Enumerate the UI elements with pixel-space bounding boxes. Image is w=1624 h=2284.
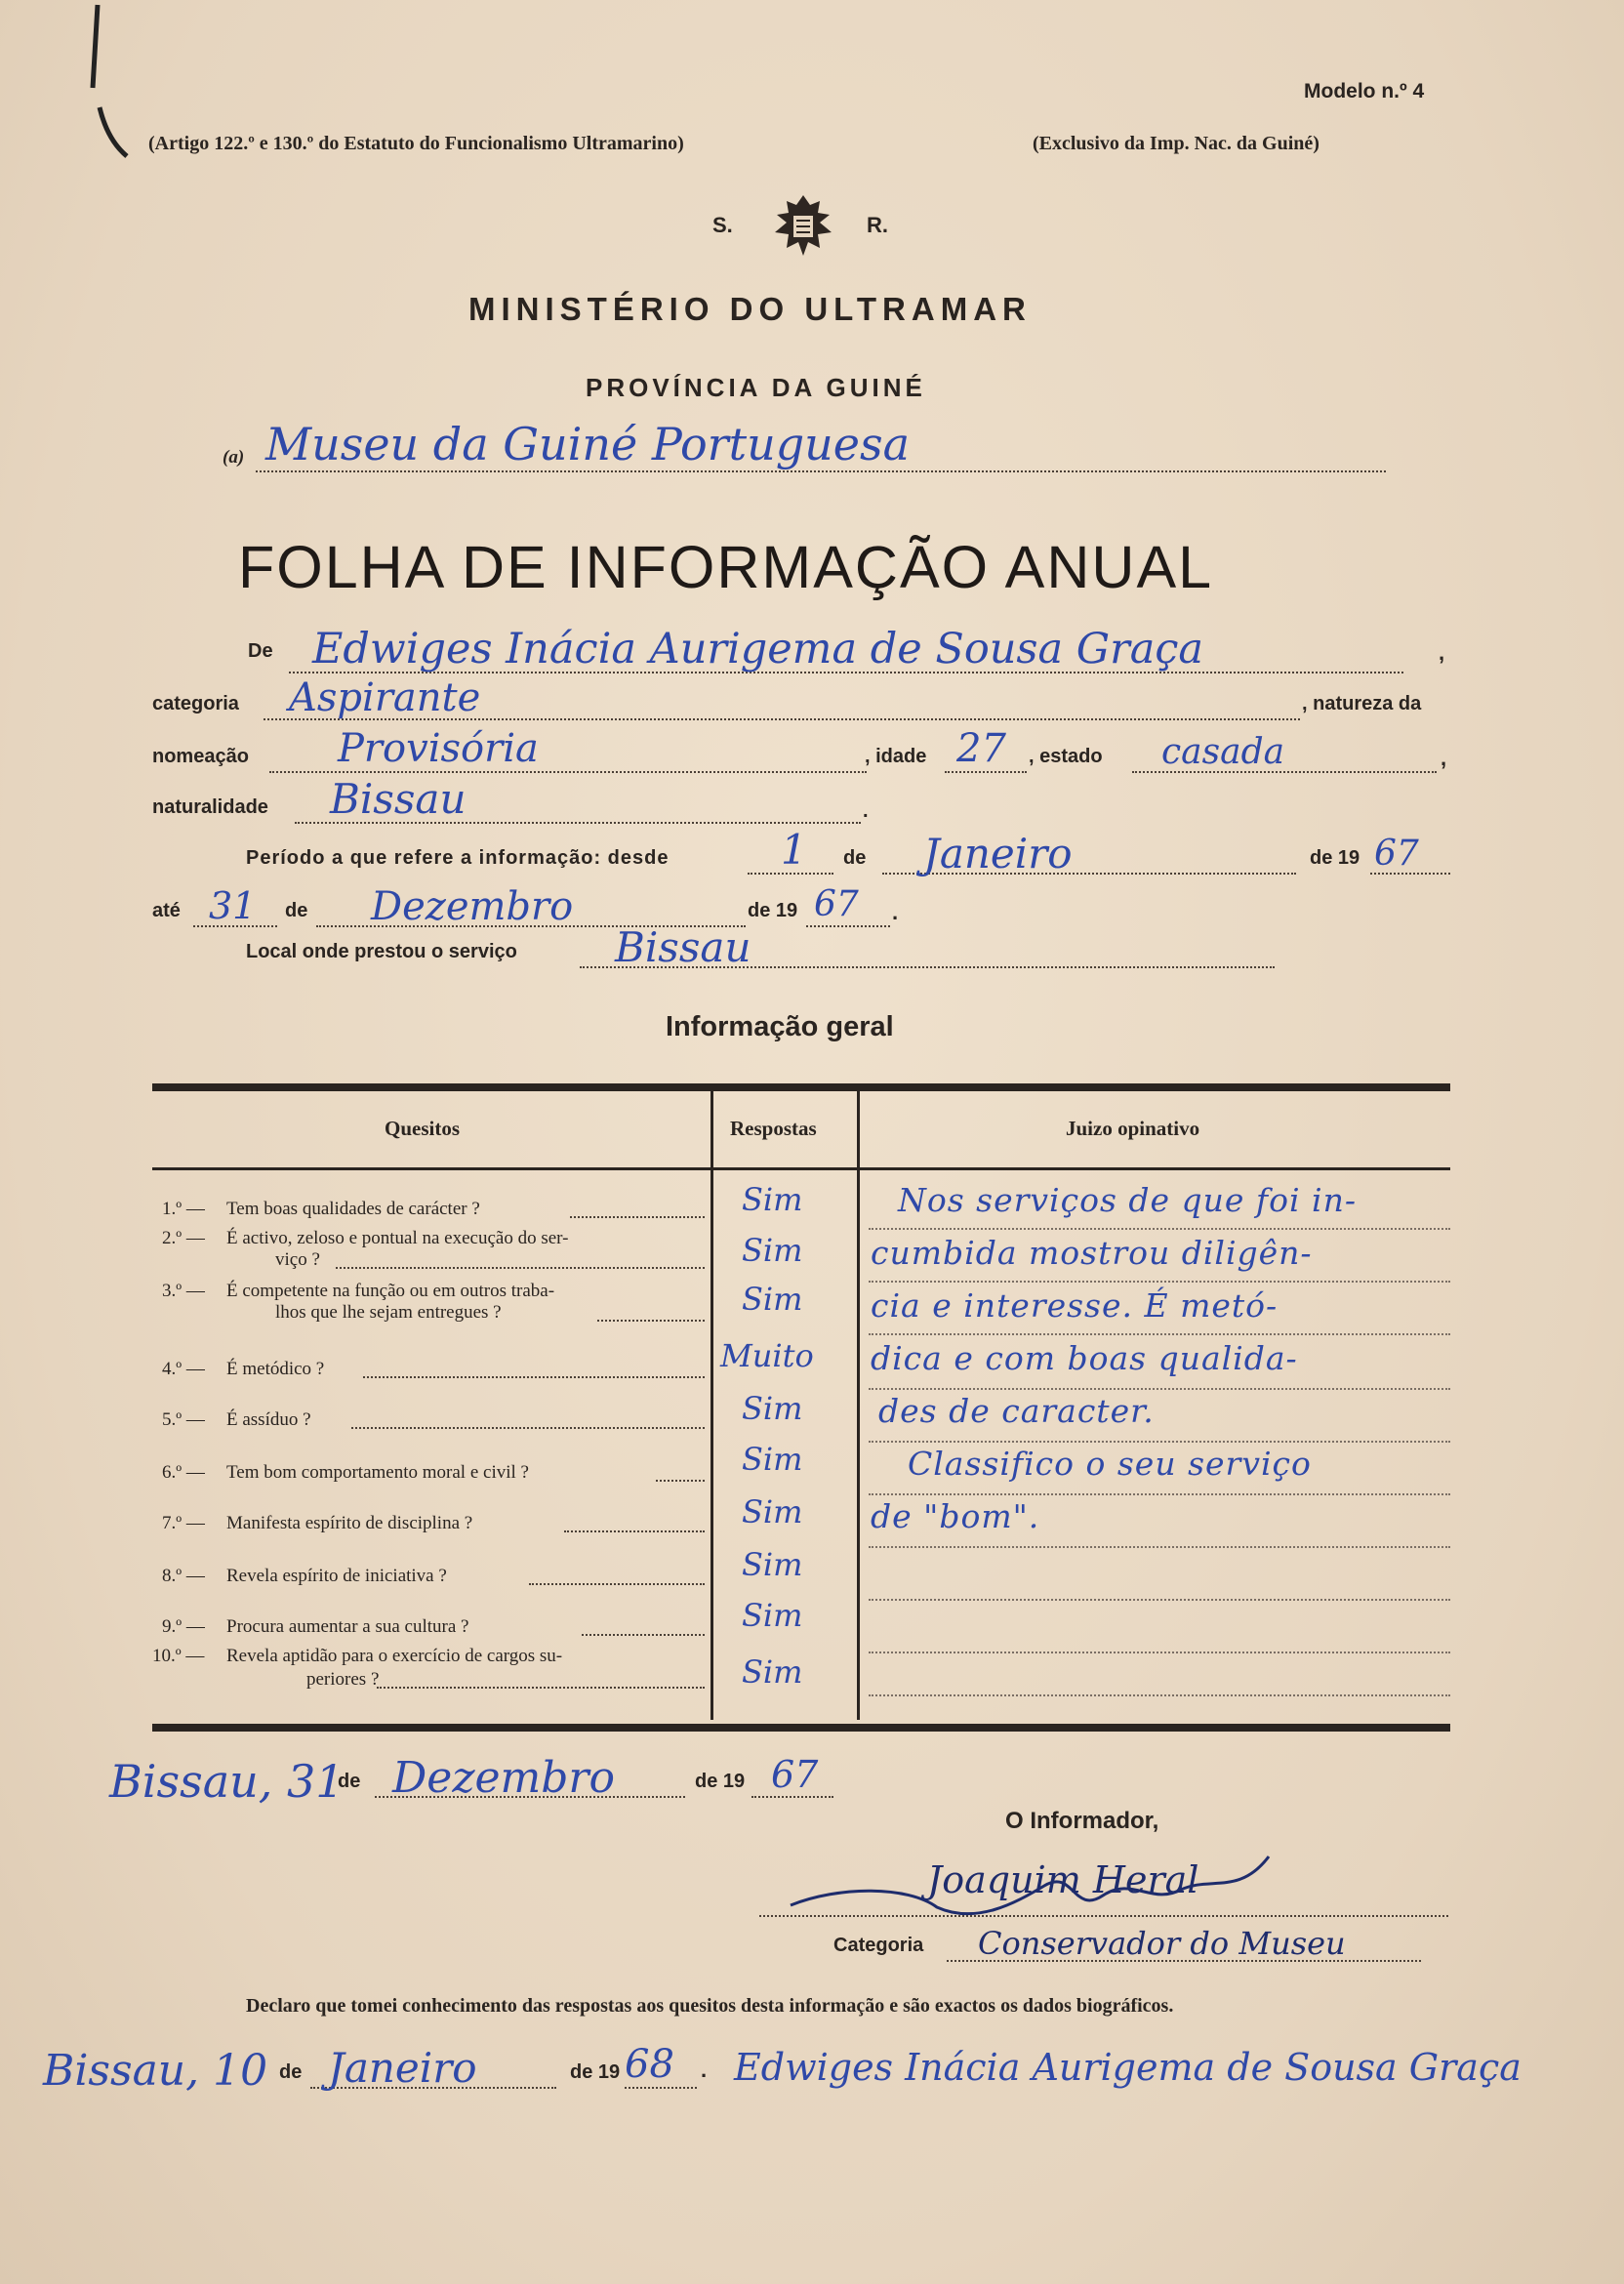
opinion-line-2-rule bbox=[869, 1281, 1450, 1283]
opinion-line-5-rule bbox=[869, 1441, 1450, 1443]
opinion-line-6: Classifico o seu serviço bbox=[908, 1445, 1312, 1483]
q1-text: Tem boas qualidades de carácter ? bbox=[226, 1199, 480, 1219]
q10-dots bbox=[377, 1687, 705, 1689]
col-juizo: Juizo opinativo bbox=[1066, 1117, 1200, 1140]
informador-label: O Informador, bbox=[1005, 1808, 1159, 1834]
nomeacao-dotted-line bbox=[269, 771, 867, 773]
q6-dots bbox=[656, 1480, 705, 1482]
table-top-rule bbox=[152, 1083, 1450, 1091]
artigo-text: (Artigo 122.º e 130.º do Estatuto do Funcionalismo Ultramarino) bbox=[148, 133, 684, 154]
de-label: De bbox=[248, 640, 273, 662]
q7-dots bbox=[564, 1530, 705, 1532]
q4-text: É metódico ? bbox=[226, 1359, 325, 1379]
opinion-line-6-rule bbox=[869, 1493, 1450, 1495]
q2-dots bbox=[336, 1267, 705, 1269]
q10-answer: Sim bbox=[742, 1653, 803, 1691]
a-handwritten-value: Museu da Guiné Portuguesa bbox=[265, 418, 911, 470]
col-respostas: Respostas bbox=[730, 1117, 817, 1140]
closing-categoria: Conservador do Museu bbox=[978, 1925, 1346, 1962]
decl-signature: Edwiges Inácia Aurigema de Sousa Graça bbox=[734, 2046, 1522, 2089]
opinion-line-3: cia e interesse. É metó- bbox=[871, 1286, 1279, 1325]
q5-answer: Sim bbox=[742, 1390, 803, 1427]
q9-text: Procura aumentar a sua cultura ? bbox=[226, 1616, 469, 1637]
q4-dots bbox=[363, 1376, 705, 1378]
q3-answer: Sim bbox=[742, 1281, 803, 1318]
q3-dots bbox=[597, 1320, 705, 1322]
q9-num: 9.º — bbox=[162, 1616, 205, 1637]
q1-answer: Sim bbox=[742, 1181, 803, 1218]
closing-categoria-label: Categoria bbox=[833, 1935, 924, 1956]
q6-num: 6.º — bbox=[162, 1462, 205, 1483]
desde-ano-handwritten: 67 bbox=[1374, 834, 1419, 874]
q8-num: 8.º — bbox=[162, 1566, 205, 1586]
q2-text-2: viço ? bbox=[275, 1249, 320, 1270]
a-dotted-line bbox=[256, 470, 1386, 472]
opinion-line-2: cumbida mostrou diligên- bbox=[871, 1234, 1313, 1272]
period-dot-2: . bbox=[892, 900, 899, 924]
opinion-line-1: Nos serviços de que foi in- bbox=[898, 1181, 1358, 1219]
q7-num: 7.º — bbox=[162, 1513, 205, 1533]
naturalidade-label: naturalidade bbox=[152, 796, 268, 818]
desde-dia-handwritten: 1 bbox=[781, 826, 807, 874]
closing-place-date: Bissau, 31 bbox=[109, 1755, 345, 1808]
decl-month: Janeiro bbox=[328, 2044, 477, 2092]
a-label: (a) bbox=[223, 447, 245, 468]
q6-text: Tem bom comportamento moral e civil ? bbox=[226, 1462, 529, 1483]
name-handwritten: Edwiges Inácia Aurigema de Sousa Graça bbox=[312, 625, 1204, 673]
form-title: FOLHA DE INFORMAÇÃO ANUAL bbox=[238, 534, 1214, 600]
periodo-label: Período a que refere a informação: desde bbox=[246, 847, 670, 869]
ate-mes-handwritten: Dezembro bbox=[371, 884, 574, 929]
q8-dots bbox=[529, 1583, 705, 1585]
opinion-line-10-rule bbox=[869, 1694, 1450, 1696]
decl-de-label: de bbox=[279, 2061, 303, 2083]
period-dot: . bbox=[863, 800, 869, 822]
table-divider-2 bbox=[857, 1091, 860, 1720]
de-label-1: de bbox=[843, 847, 867, 869]
opinion-line-4: dica e com boas qualida- bbox=[871, 1339, 1298, 1377]
local-label: Local onde prestou o serviço bbox=[246, 941, 517, 962]
ate-ano-dotted-line bbox=[806, 925, 890, 927]
informador-signature: Joaquim Heral bbox=[927, 1858, 1199, 1901]
closing-year-dotted-line bbox=[751, 1796, 833, 1798]
closing-de-label: de bbox=[338, 1771, 361, 1792]
nomeacao-handwritten: Provisória bbox=[338, 726, 539, 771]
table-divider-1 bbox=[710, 1091, 713, 1720]
col-questitos: Quesitos bbox=[385, 1117, 461, 1140]
q10-text-2: periores ? bbox=[306, 1669, 380, 1690]
opinion-line-4-rule bbox=[869, 1388, 1450, 1390]
ate-ano-handwritten: 67 bbox=[814, 884, 859, 924]
closing-year: 67 bbox=[771, 1753, 819, 1796]
opinion-line-3-rule bbox=[869, 1333, 1450, 1335]
idade-dotted-line bbox=[945, 771, 1027, 773]
q2-text-1: É activo, zeloso e pontual na execução do ser- bbox=[226, 1228, 569, 1248]
q7-answer: Sim bbox=[742, 1493, 803, 1530]
decl-year: 68 bbox=[625, 2042, 674, 2087]
q10-text-1: Revela aptidão para o exercício de cargos su- bbox=[226, 1646, 563, 1666]
q2-answer: Sim bbox=[742, 1232, 803, 1269]
q5-text: É assíduo ? bbox=[226, 1409, 311, 1430]
opinion-line-1-rule bbox=[869, 1228, 1450, 1230]
opinion-line-5: des de caracter. bbox=[878, 1392, 1155, 1430]
categoria-handwritten: Aspirante bbox=[289, 675, 481, 720]
q5-dots bbox=[351, 1427, 705, 1429]
decl-year-dotted-line bbox=[625, 2087, 697, 2089]
declaro-text: Declaro que tomei conhecimento das respostas aos quesitos desta informação e são exactos os dados biográficos. bbox=[246, 1995, 1174, 2017]
ate-dia-handwritten: 31 bbox=[209, 884, 257, 927]
provincia-title: PROVÍNCIA DA GUINÉ bbox=[586, 373, 926, 402]
opinion-line-7: de "bom". bbox=[871, 1497, 1040, 1535]
q7-text: Manifesta espírito de disciplina ? bbox=[226, 1513, 473, 1533]
ministerio-title: MINISTÉRIO DO ULTRAMAR bbox=[468, 291, 1032, 327]
q4-num: 4.º — bbox=[162, 1359, 205, 1379]
q5-num: 5.º — bbox=[162, 1409, 205, 1430]
de-label-2: de bbox=[285, 900, 308, 921]
s-letter: S. bbox=[712, 213, 733, 237]
desde-mes-handwritten: Janeiro bbox=[923, 830, 1073, 877]
q3-text-1: É competente na função ou em outros traba- bbox=[226, 1281, 555, 1301]
idade-handwritten: 27 bbox=[956, 726, 1006, 771]
opinion-line-9-rule bbox=[869, 1652, 1450, 1653]
decl-year-label: de 19 bbox=[570, 2061, 621, 2083]
exclusivo-text: (Exclusivo da Imp. Nac. da Guiné) bbox=[1033, 133, 1320, 154]
estado-handwritten: casada bbox=[1161, 732, 1285, 772]
q1-dots bbox=[570, 1216, 705, 1218]
info-heading: Informação geral bbox=[666, 1011, 894, 1042]
q2-num: 2.º — bbox=[162, 1228, 205, 1248]
q3-num: 3.º — bbox=[162, 1281, 205, 1301]
q8-text: Revela espírito de iniciativa ? bbox=[226, 1566, 447, 1586]
q4-answer: Muito bbox=[720, 1337, 814, 1374]
q6-answer: Sim bbox=[742, 1441, 803, 1478]
q10-num: 10.º — bbox=[152, 1646, 205, 1666]
q9-dots bbox=[582, 1634, 705, 1636]
q1-num: 1.º — bbox=[162, 1199, 205, 1219]
natureza-label: , natureza da bbox=[1302, 693, 1422, 714]
closing-month: Dezembro bbox=[392, 1753, 615, 1803]
comma-2: , bbox=[1441, 746, 1447, 770]
naturalidade-handwritten: Bissau bbox=[330, 775, 467, 823]
table-bottom-rule bbox=[152, 1724, 1450, 1732]
opinion-line-8-rule bbox=[869, 1599, 1450, 1601]
idade-label: , idade bbox=[865, 746, 927, 767]
r-letter: R. bbox=[867, 213, 888, 237]
categoria-label: categoria bbox=[152, 693, 239, 714]
ate-label: até bbox=[152, 900, 181, 921]
decl-dot: . bbox=[701, 2058, 708, 2082]
comma-1: , bbox=[1439, 640, 1445, 665]
modelo-label: Modelo n.º 4 bbox=[1304, 80, 1425, 102]
closing-year-label: de 19 bbox=[695, 1771, 746, 1792]
nomeacao-label: nomeação bbox=[152, 746, 249, 767]
q3-text-2: lhos que lhe sejam entregues ? bbox=[275, 1302, 502, 1323]
q9-answer: Sim bbox=[742, 1597, 803, 1634]
ate-ano-label: de 19 bbox=[748, 900, 798, 921]
opinion-line-7-rule bbox=[869, 1546, 1450, 1548]
decl-place-date: Bissau, 10 bbox=[43, 2046, 268, 2096]
local-handwritten: Bissau bbox=[615, 923, 751, 971]
q8-answer: Sim bbox=[742, 1546, 803, 1583]
desde-ano-label: de 19 bbox=[1310, 847, 1360, 869]
coat-of-arms-icon bbox=[759, 191, 847, 260]
table-header-rule bbox=[152, 1167, 1450, 1170]
estado-label: , estado bbox=[1029, 746, 1103, 767]
handwritten-margin-mark bbox=[39, 0, 137, 166]
